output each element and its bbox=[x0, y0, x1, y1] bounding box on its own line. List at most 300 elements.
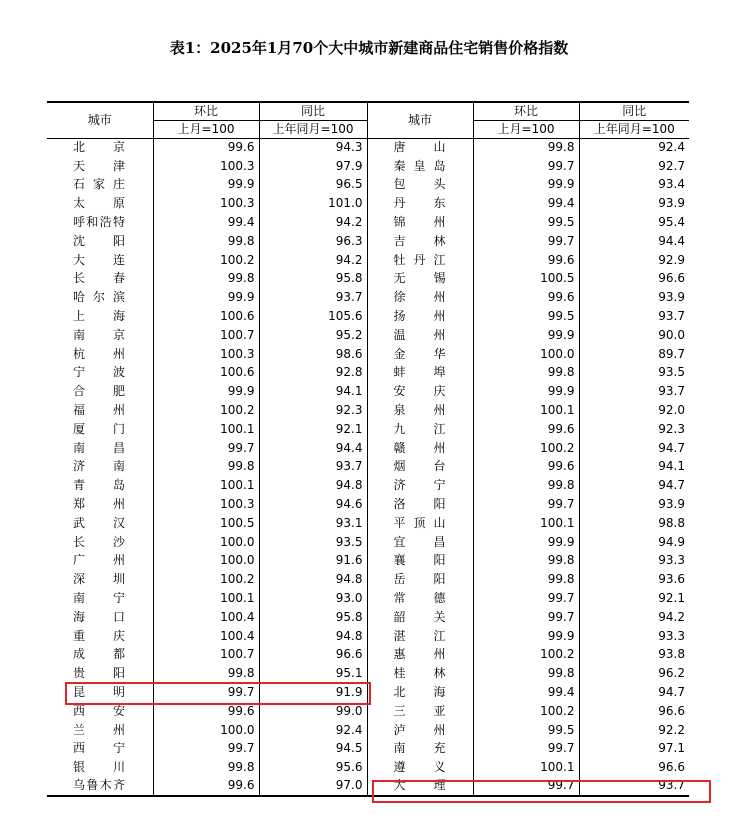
city-cell bbox=[47, 777, 153, 796]
table-row bbox=[47, 514, 689, 533]
table-row bbox=[47, 194, 689, 213]
city-cell bbox=[47, 458, 153, 477]
city-name: 秦皇岛 bbox=[393, 158, 446, 173]
mom-value-cell: 100.3 bbox=[153, 157, 259, 176]
mom-value-cell: 99.9 bbox=[473, 176, 579, 195]
mom-column-header: 环比 bbox=[153, 102, 259, 120]
city-cell bbox=[47, 176, 153, 195]
city-name: 沈阳 bbox=[73, 233, 125, 248]
yoy-value-cell: 95.8 bbox=[259, 270, 367, 289]
mom-value-cell: 99.6 bbox=[473, 251, 579, 270]
mom-value-cell: 99.9 bbox=[153, 382, 259, 401]
city-cell bbox=[367, 307, 473, 326]
mom-value-cell: 99.6 bbox=[473, 420, 579, 439]
highlight-box-kunming bbox=[65, 682, 371, 705]
table-row bbox=[47, 345, 689, 364]
city-name: 长春 bbox=[73, 271, 125, 286]
yoy-value-cell: 93.9 bbox=[579, 495, 689, 514]
city-name: 郑州 bbox=[73, 497, 125, 512]
city-name: 呼和浩特 bbox=[73, 215, 125, 230]
yoy-value-cell: 96.6 bbox=[259, 646, 367, 665]
table-row bbox=[47, 721, 689, 740]
yoy-value-cell: 95.1 bbox=[259, 664, 367, 683]
table-row bbox=[47, 664, 689, 683]
mom-value-cell: 100.1 bbox=[473, 401, 579, 420]
yoy-value-cell: 95.6 bbox=[259, 758, 367, 777]
table-row bbox=[47, 646, 689, 665]
mom-value-cell: 100.1 bbox=[153, 420, 259, 439]
mom-value-cell: 99.9 bbox=[153, 176, 259, 195]
yoy-value-cell: 91.9 bbox=[259, 683, 367, 702]
yoy-value-cell: 93.4 bbox=[579, 176, 689, 195]
city-name: 洛阳 bbox=[393, 497, 446, 512]
city-name: 北京 bbox=[73, 140, 125, 155]
table-row bbox=[47, 213, 689, 232]
yoy-value-cell: 94.4 bbox=[579, 232, 689, 251]
city-cell bbox=[47, 270, 153, 289]
yoy-value-cell: 92.0 bbox=[579, 401, 689, 420]
yoy-value-cell: 93.9 bbox=[579, 194, 689, 213]
city-cell bbox=[367, 514, 473, 533]
mom-value-cell: 99.8 bbox=[153, 270, 259, 289]
city-cell bbox=[367, 740, 473, 759]
city-name: 九江 bbox=[393, 421, 446, 436]
city-cell bbox=[47, 213, 153, 232]
city-cell bbox=[367, 157, 473, 176]
yoy-value-cell: 93.3 bbox=[579, 552, 689, 571]
city-name: 深圳 bbox=[73, 572, 125, 587]
city-name: 石家庄 bbox=[73, 177, 125, 192]
mom-value-cell: 99.4 bbox=[473, 194, 579, 213]
city-name: 遵义 bbox=[393, 760, 446, 775]
yoy-value-cell: 96.6 bbox=[579, 702, 689, 721]
mom-value-cell: 99.7 bbox=[473, 740, 579, 759]
yoy-value-cell: 92.4 bbox=[579, 138, 689, 157]
city-name: 太原 bbox=[73, 196, 125, 211]
city-cell bbox=[367, 646, 473, 665]
yoy-value-cell: 92.3 bbox=[579, 420, 689, 439]
city-name: 韶关 bbox=[393, 609, 446, 624]
city-name: 包头 bbox=[393, 177, 446, 192]
city-cell bbox=[367, 570, 473, 589]
yoy-value-cell: 94.5 bbox=[259, 740, 367, 759]
mom-column-header: 环比 bbox=[473, 102, 579, 120]
city-cell bbox=[367, 382, 473, 401]
table-row bbox=[47, 608, 689, 627]
table-row bbox=[47, 570, 689, 589]
city-cell bbox=[367, 702, 473, 721]
city-cell bbox=[47, 627, 153, 646]
city-cell bbox=[367, 288, 473, 307]
city-cell bbox=[47, 570, 153, 589]
yoy-base-label: 上年同月=100 bbox=[259, 120, 367, 138]
city-name: 兰州 bbox=[73, 722, 125, 737]
table-row bbox=[47, 439, 689, 458]
yoy-value-cell: 99.0 bbox=[259, 702, 367, 721]
yoy-value-cell: 96.6 bbox=[579, 270, 689, 289]
table-row bbox=[47, 627, 689, 646]
mom-value-cell: 99.6 bbox=[473, 288, 579, 307]
mom-value-cell: 99.7 bbox=[473, 157, 579, 176]
table-row bbox=[47, 495, 689, 514]
mom-value-cell: 99.7 bbox=[473, 232, 579, 251]
table-row bbox=[47, 270, 689, 289]
yoy-value-cell: 92.1 bbox=[259, 420, 367, 439]
city-name: 乌鲁木齐 bbox=[73, 778, 125, 793]
city-name: 三亚 bbox=[393, 703, 446, 718]
city-cell bbox=[367, 476, 473, 495]
table-row bbox=[47, 382, 689, 401]
mom-value-cell: 99.8 bbox=[153, 664, 259, 683]
city-column-header: 城市 bbox=[367, 102, 473, 138]
mom-value-cell: 99.5 bbox=[473, 213, 579, 232]
city-cell bbox=[47, 758, 153, 777]
city-cell bbox=[367, 608, 473, 627]
table-row bbox=[47, 288, 689, 307]
yoy-value-cell: 93.0 bbox=[259, 589, 367, 608]
yoy-value-cell: 94.7 bbox=[579, 476, 689, 495]
yoy-value-cell: 94.1 bbox=[259, 382, 367, 401]
yoy-value-cell: 93.5 bbox=[579, 364, 689, 383]
city-name: 长沙 bbox=[73, 534, 125, 549]
city-name: 福州 bbox=[73, 403, 125, 418]
yoy-value-cell: 92.4 bbox=[259, 721, 367, 740]
yoy-value-cell: 94.2 bbox=[259, 213, 367, 232]
table-title: 表1：2025年1月70个大中城市新建商品住宅销售价格指数 bbox=[169, 39, 569, 57]
mom-value-cell: 99.7 bbox=[473, 777, 579, 796]
city-cell bbox=[47, 552, 153, 571]
city-name: 重庆 bbox=[73, 628, 125, 643]
mom-value-cell: 99.6 bbox=[153, 777, 259, 796]
city-name: 大理 bbox=[393, 778, 446, 793]
yoy-value-cell: 97.1 bbox=[579, 740, 689, 759]
yoy-value-cell: 92.7 bbox=[579, 157, 689, 176]
yoy-value-cell: 91.6 bbox=[259, 552, 367, 571]
table-row bbox=[47, 232, 689, 251]
mom-value-cell: 100.4 bbox=[153, 627, 259, 646]
yoy-value-cell: 95.2 bbox=[259, 326, 367, 345]
city-cell bbox=[367, 664, 473, 683]
yoy-value-cell: 93.9 bbox=[579, 288, 689, 307]
mom-value-cell: 99.9 bbox=[473, 382, 579, 401]
city-name: 济南 bbox=[73, 459, 125, 474]
yoy-value-cell: 94.8 bbox=[259, 476, 367, 495]
city-name: 吉林 bbox=[393, 233, 446, 248]
mom-value-cell: 100.6 bbox=[153, 307, 259, 326]
table-row bbox=[47, 138, 689, 157]
mom-value-cell: 99.9 bbox=[473, 326, 579, 345]
mom-value-cell: 99.8 bbox=[473, 552, 579, 571]
city-cell bbox=[47, 721, 153, 740]
yoy-value-cell: 94.8 bbox=[259, 627, 367, 646]
yoy-base-label: 上年同月=100 bbox=[579, 120, 689, 138]
city-cell bbox=[367, 533, 473, 552]
city-cell bbox=[367, 627, 473, 646]
city-name: 南京 bbox=[73, 327, 125, 342]
city-name: 烟台 bbox=[393, 459, 446, 474]
city-name: 哈尔滨 bbox=[73, 290, 125, 305]
city-name: 赣州 bbox=[393, 440, 446, 455]
yoy-value-cell: 93.8 bbox=[579, 646, 689, 665]
table-row bbox=[47, 157, 689, 176]
city-name: 成都 bbox=[73, 647, 125, 662]
city-name: 天津 bbox=[73, 158, 125, 173]
mom-value-cell: 99.8 bbox=[473, 364, 579, 383]
yoy-value-cell: 92.3 bbox=[259, 401, 367, 420]
city-cell bbox=[47, 608, 153, 627]
mom-value-cell: 100.3 bbox=[153, 495, 259, 514]
city-name: 常德 bbox=[393, 591, 446, 606]
mom-value-cell: 99.6 bbox=[153, 702, 259, 721]
mom-value-cell: 100.7 bbox=[153, 646, 259, 665]
city-cell bbox=[47, 401, 153, 420]
mom-value-cell: 100.4 bbox=[153, 608, 259, 627]
city-cell bbox=[47, 157, 153, 176]
mom-value-cell: 99.7 bbox=[153, 683, 259, 702]
yoy-value-cell: 94.4 bbox=[259, 439, 367, 458]
city-name: 杭州 bbox=[73, 346, 125, 361]
mom-value-cell: 100.6 bbox=[153, 364, 259, 383]
city-name: 济宁 bbox=[393, 478, 446, 493]
table-row bbox=[47, 458, 689, 477]
city-name: 扬州 bbox=[393, 309, 446, 324]
yoy-value-cell: 93.7 bbox=[259, 288, 367, 307]
table-row bbox=[47, 364, 689, 383]
mom-value-cell: 99.9 bbox=[473, 533, 579, 552]
city-cell bbox=[367, 194, 473, 213]
city-name: 南昌 bbox=[73, 440, 125, 455]
yoy-value-cell: 93.7 bbox=[579, 307, 689, 326]
yoy-value-cell: 90.0 bbox=[579, 326, 689, 345]
mom-base-label: 上月=100 bbox=[153, 120, 259, 138]
yoy-value-cell: 98.8 bbox=[579, 514, 689, 533]
city-cell bbox=[47, 533, 153, 552]
mom-value-cell: 100.7 bbox=[153, 326, 259, 345]
city-name: 北海 bbox=[393, 685, 446, 699]
mom-value-cell: 100.2 bbox=[473, 439, 579, 458]
table-row bbox=[47, 401, 689, 420]
city-name: 徐州 bbox=[393, 290, 446, 305]
mom-value-cell: 99.6 bbox=[473, 458, 579, 477]
city-name: 昆明 bbox=[73, 685, 125, 699]
mom-value-cell: 99.7 bbox=[473, 589, 579, 608]
mom-value-cell: 99.5 bbox=[473, 721, 579, 740]
mom-value-cell: 100.2 bbox=[473, 646, 579, 665]
mom-value-cell: 99.9 bbox=[473, 627, 579, 646]
city-name: 上海 bbox=[73, 309, 125, 324]
city-name: 广州 bbox=[73, 553, 125, 568]
city-cell bbox=[367, 326, 473, 345]
city-cell bbox=[367, 458, 473, 477]
mom-value-cell: 100.3 bbox=[153, 345, 259, 364]
city-cell bbox=[367, 232, 473, 251]
highlight-box-dali bbox=[372, 780, 711, 803]
city-name: 合肥 bbox=[73, 384, 125, 399]
city-cell bbox=[47, 326, 153, 345]
mom-value-cell: 99.4 bbox=[473, 683, 579, 702]
city-name: 泉州 bbox=[393, 403, 446, 418]
mom-value-cell: 100.1 bbox=[473, 514, 579, 533]
yoy-value-cell: 94.9 bbox=[579, 533, 689, 552]
table-row bbox=[47, 552, 689, 571]
city-cell bbox=[367, 495, 473, 514]
city-name: 西安 bbox=[73, 703, 125, 718]
city-name: 唐山 bbox=[393, 140, 446, 155]
city-cell bbox=[367, 552, 473, 571]
city-column-header: 城市 bbox=[47, 102, 153, 138]
city-name: 南宁 bbox=[73, 591, 125, 606]
city-cell bbox=[47, 646, 153, 665]
yoy-value-cell: 97.9 bbox=[259, 157, 367, 176]
yoy-value-cell: 96.3 bbox=[259, 232, 367, 251]
yoy-value-cell: 93.7 bbox=[579, 382, 689, 401]
city-name: 温州 bbox=[393, 327, 446, 342]
table-row bbox=[47, 758, 689, 777]
mom-value-cell: 99.5 bbox=[473, 307, 579, 326]
city-name: 宜昌 bbox=[393, 534, 446, 549]
mom-value-cell: 99.8 bbox=[473, 664, 579, 683]
city-name: 宁波 bbox=[73, 365, 125, 380]
city-cell bbox=[47, 345, 153, 364]
city-name: 丹东 bbox=[393, 196, 446, 211]
yoy-value-cell: 101.0 bbox=[259, 194, 367, 213]
mom-value-cell: 99.8 bbox=[153, 758, 259, 777]
yoy-value-cell: 105.6 bbox=[259, 307, 367, 326]
mom-value-cell: 99.8 bbox=[473, 138, 579, 157]
yoy-value-cell: 95.8 bbox=[259, 608, 367, 627]
yoy-value-cell: 93.5 bbox=[259, 533, 367, 552]
yoy-value-cell: 94.8 bbox=[259, 570, 367, 589]
mom-value-cell: 100.5 bbox=[473, 270, 579, 289]
mom-value-cell: 100.2 bbox=[153, 570, 259, 589]
mom-value-cell: 100.0 bbox=[153, 552, 259, 571]
city-cell bbox=[47, 382, 153, 401]
city-cell bbox=[47, 664, 153, 683]
mom-value-cell: 99.7 bbox=[473, 495, 579, 514]
mom-value-cell: 100.2 bbox=[153, 401, 259, 420]
city-name: 贵阳 bbox=[73, 666, 125, 681]
city-name: 襄阳 bbox=[393, 553, 446, 568]
mom-value-cell: 100.2 bbox=[153, 251, 259, 270]
city-name: 桂林 bbox=[393, 666, 446, 681]
yoy-value-cell: 93.7 bbox=[259, 458, 367, 477]
city-name: 锦州 bbox=[393, 215, 446, 230]
city-name: 岳阳 bbox=[393, 572, 446, 587]
yoy-value-cell: 93.1 bbox=[259, 514, 367, 533]
yoy-value-cell: 92.9 bbox=[579, 251, 689, 270]
mom-value-cell: 100.1 bbox=[473, 758, 579, 777]
table-row bbox=[47, 476, 689, 495]
city-cell bbox=[47, 476, 153, 495]
mom-value-cell: 99.7 bbox=[153, 740, 259, 759]
city-cell bbox=[47, 138, 153, 157]
yoy-value-cell: 96.5 bbox=[259, 176, 367, 195]
city-cell bbox=[47, 420, 153, 439]
yoy-value-cell: 93.3 bbox=[579, 627, 689, 646]
city-cell bbox=[367, 345, 473, 364]
mom-value-cell: 100.1 bbox=[153, 589, 259, 608]
city-name: 平顶山 bbox=[393, 515, 446, 530]
yoy-value-cell: 89.7 bbox=[579, 345, 689, 364]
city-name: 蚌埠 bbox=[393, 365, 446, 380]
mom-value-cell: 100.0 bbox=[473, 345, 579, 364]
yoy-value-cell: 94.7 bbox=[579, 439, 689, 458]
yoy-column-header: 同比 bbox=[259, 102, 367, 120]
mom-value-cell: 99.8 bbox=[153, 232, 259, 251]
city-name: 金华 bbox=[393, 346, 446, 361]
yoy-value-cell: 96.6 bbox=[579, 758, 689, 777]
city-cell bbox=[367, 420, 473, 439]
city-cell bbox=[367, 401, 473, 420]
city-cell bbox=[367, 138, 473, 157]
yoy-value-cell: 95.4 bbox=[579, 213, 689, 232]
city-cell bbox=[47, 495, 153, 514]
yoy-value-cell: 94.1 bbox=[579, 458, 689, 477]
city-cell bbox=[47, 194, 153, 213]
city-name: 湛江 bbox=[393, 628, 446, 643]
city-cell bbox=[367, 683, 473, 702]
table-row bbox=[47, 307, 689, 326]
yoy-value-cell: 93.7 bbox=[579, 777, 689, 796]
city-cell bbox=[47, 514, 153, 533]
yoy-value-cell: 92.2 bbox=[579, 721, 689, 740]
table-row bbox=[47, 589, 689, 608]
city-name: 青岛 bbox=[73, 478, 125, 493]
table-row bbox=[47, 176, 689, 195]
mom-value-cell: 100.2 bbox=[473, 702, 579, 721]
yoy-value-cell: 94.2 bbox=[579, 608, 689, 627]
mom-value-cell: 100.5 bbox=[153, 514, 259, 533]
city-name: 银川 bbox=[73, 760, 125, 775]
mom-value-cell: 100.0 bbox=[153, 721, 259, 740]
city-name: 安庆 bbox=[393, 384, 446, 399]
city-cell bbox=[47, 288, 153, 307]
city-name: 惠州 bbox=[393, 647, 446, 662]
mom-value-cell: 99.7 bbox=[153, 439, 259, 458]
city-cell bbox=[47, 232, 153, 251]
mom-value-cell: 99.9 bbox=[153, 288, 259, 307]
mom-value-cell: 100.1 bbox=[153, 476, 259, 495]
city-cell bbox=[47, 439, 153, 458]
city-cell bbox=[367, 213, 473, 232]
mom-value-cell: 100.3 bbox=[153, 194, 259, 213]
city-name: 西宁 bbox=[73, 741, 125, 756]
mom-value-cell: 99.8 bbox=[153, 458, 259, 477]
city-name: 海口 bbox=[73, 609, 125, 624]
yoy-value-cell: 97.0 bbox=[259, 777, 367, 796]
city-cell bbox=[47, 740, 153, 759]
city-name: 泸州 bbox=[393, 722, 446, 737]
yoy-value-cell: 96.2 bbox=[579, 664, 689, 683]
city-cell bbox=[47, 251, 153, 270]
city-cell bbox=[367, 758, 473, 777]
mom-value-cell: 99.4 bbox=[153, 213, 259, 232]
city-name: 武汉 bbox=[73, 515, 125, 530]
table-row bbox=[47, 740, 689, 759]
yoy-value-cell: 98.6 bbox=[259, 345, 367, 364]
city-cell bbox=[47, 364, 153, 383]
city-name: 无锡 bbox=[393, 271, 446, 286]
city-cell bbox=[367, 251, 473, 270]
yoy-value-cell: 93.6 bbox=[579, 570, 689, 589]
mom-value-cell: 99.7 bbox=[473, 608, 579, 627]
table-row bbox=[47, 420, 689, 439]
city-name: 牡丹江 bbox=[393, 252, 446, 267]
mom-value-cell: 99.8 bbox=[473, 476, 579, 495]
yoy-column-header: 同比 bbox=[579, 102, 689, 120]
city-cell bbox=[367, 176, 473, 195]
mom-base-label: 上月=100 bbox=[473, 120, 579, 138]
